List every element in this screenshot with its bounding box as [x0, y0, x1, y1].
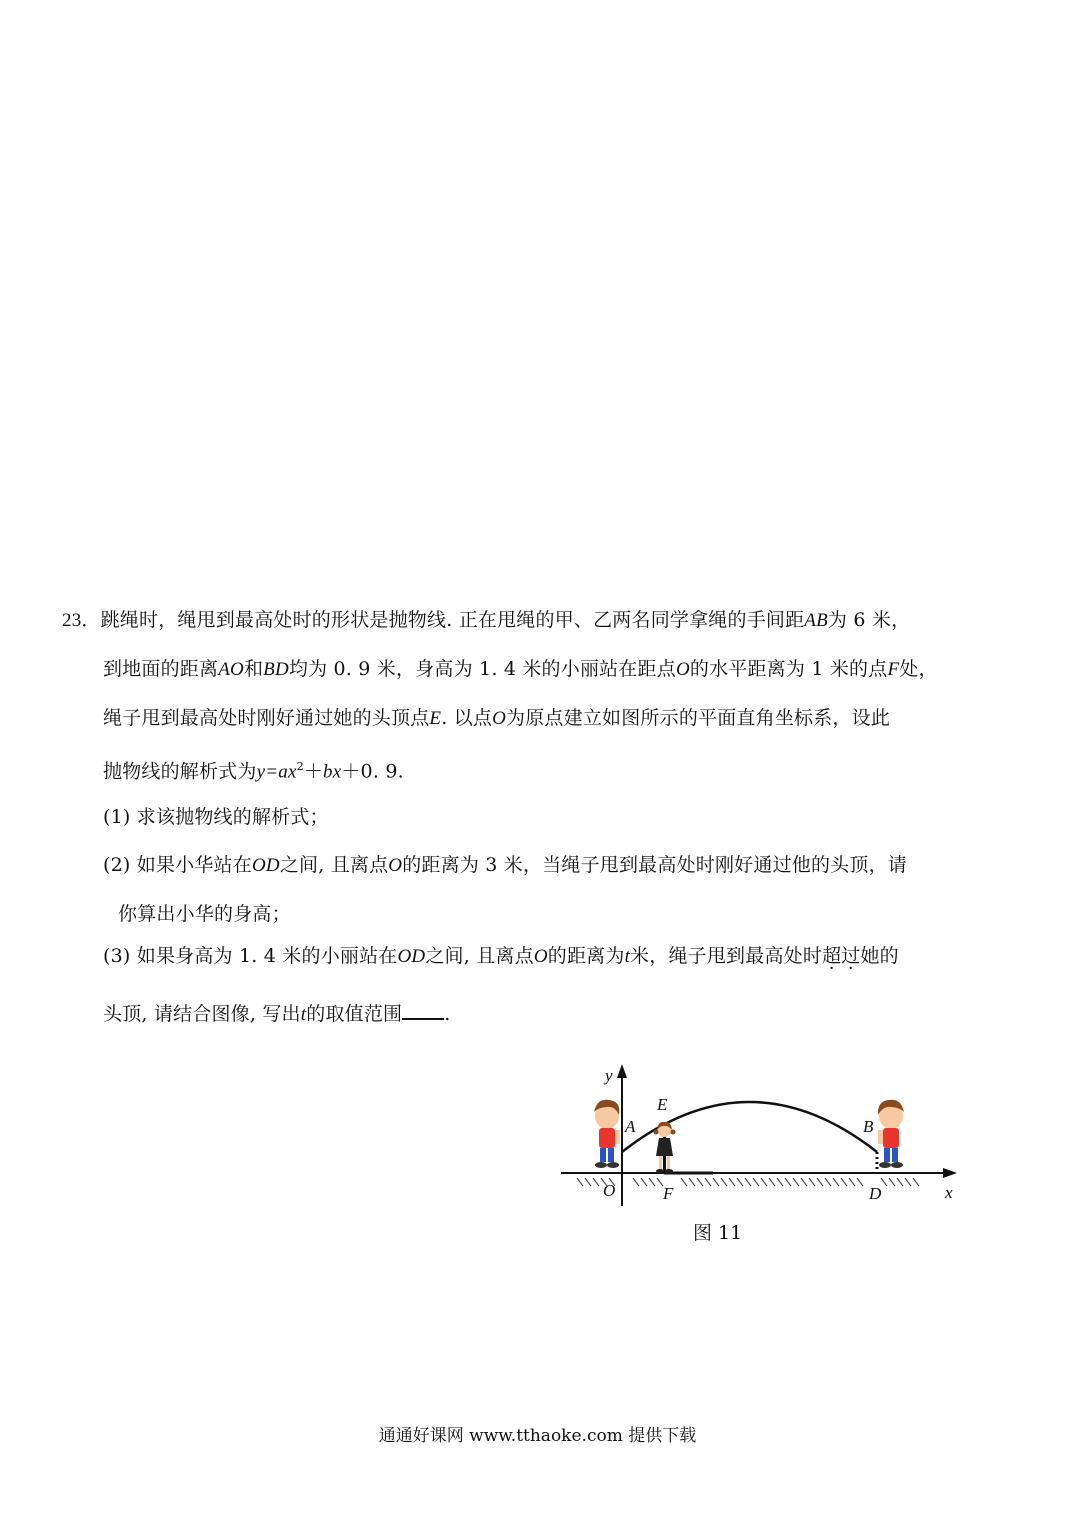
problem-line-2: 到地面的距离AO和BD均为 0. 9 米，身高为 1. 4 米的小丽站在距点O的水平距离为 1 米的点F处， [103, 658, 938, 680]
question-2-line-1: (2) 如果小华站在OD之间, 且离点O的距离为 3 米，当绳子甩到最高处时刚好通过他的头顶，请 [103, 854, 907, 876]
y-axis-arrow [617, 1064, 627, 1078]
figure-caption: 图 11 [693, 1222, 743, 1244]
coordinate-figure [555, 1060, 965, 1210]
question-3-line-1: (3) 如果身高为 1. 4 米的小丽站在OD之间, 且离点O的距离为t米，绳子甩到最高处时超过她的 [103, 945, 899, 967]
answer-blank[interactable] [402, 1000, 444, 1020]
label-x-axis: x [945, 1183, 953, 1202]
label-point-a: A [625, 1117, 636, 1136]
boy-right-icon [878, 1100, 904, 1168]
label-point-d: D [869, 1184, 882, 1203]
question-3-line-2: 头顶, 请结合图像, 写出t的取值范围 . [103, 1000, 451, 1027]
label-y-axis: y [605, 1066, 613, 1085]
problem-line-3: 绳子甩到最高处时刚好通过她的头顶点E. 以点O为原点建立如图所示的平面直角坐标系，设此 [103, 707, 891, 729]
question-2-line-2: 你算出小华的身高； [118, 903, 291, 925]
label-point-b: B [863, 1117, 874, 1136]
label-point-f: F [663, 1184, 674, 1203]
problem-line-4: 抛物线的解析式为$y=ax^2+bx+0$. 9. [103, 760, 404, 783]
question-1: (1) 求该抛物线的解析式； [103, 806, 329, 828]
ground-hatching [577, 1178, 919, 1186]
problem-line-1: 23．跳绳时，绳甩到最高处时的形状是抛物线. 正在甩绳的甲、乙两名同学拿绳的手间距AB为 6 米， [62, 609, 911, 631]
label-origin: O [603, 1181, 616, 1200]
figure-11 [555, 1060, 965, 1210]
boy-left-icon [594, 1100, 620, 1168]
footer: 通通好课网 www.tthaoke.com 提供下载 [378, 1426, 697, 1446]
x-axis-arrow [943, 1168, 957, 1178]
label-point-e: E [657, 1095, 668, 1114]
